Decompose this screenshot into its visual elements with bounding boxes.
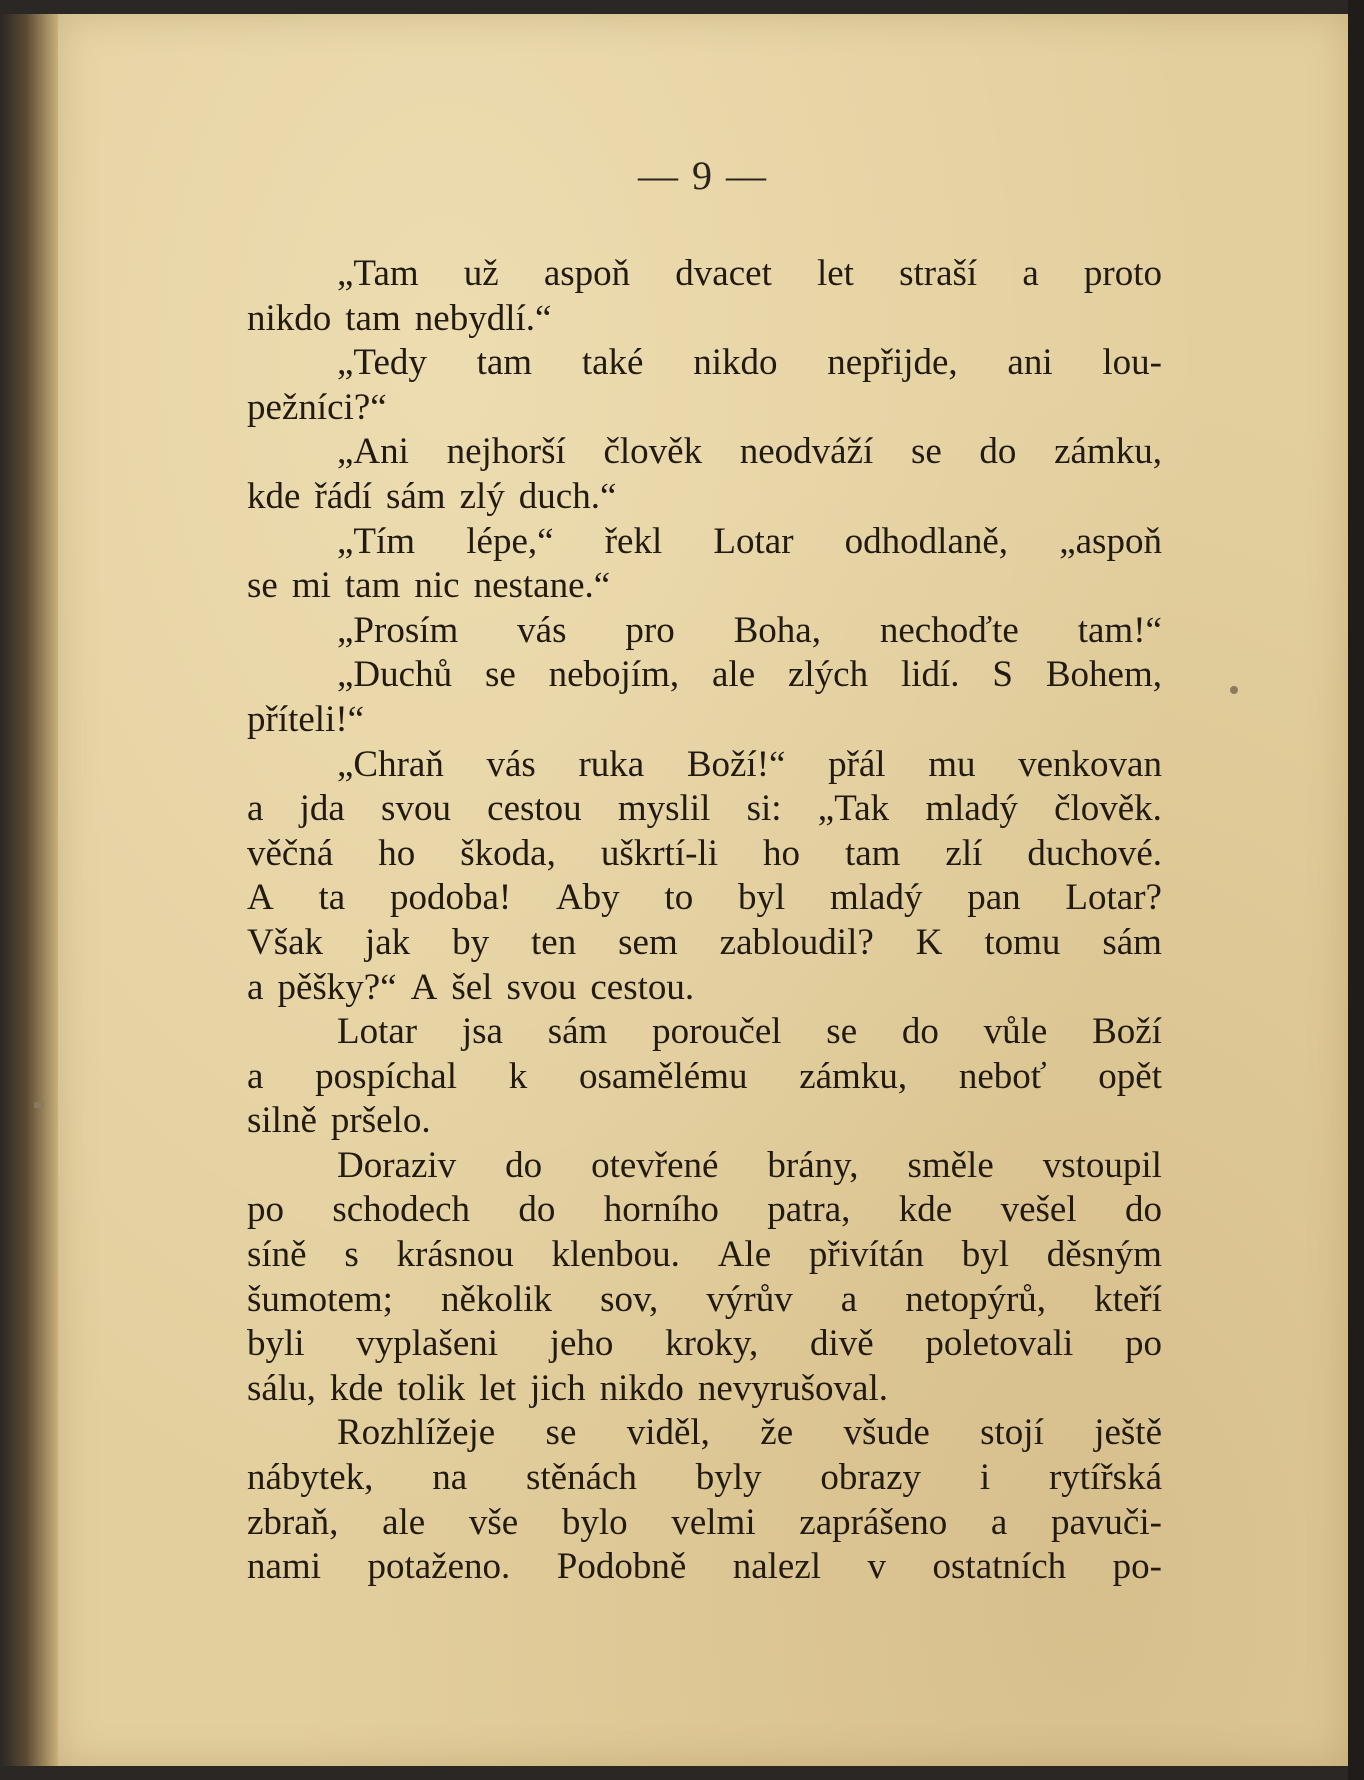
paper-speck xyxy=(1230,686,1238,694)
text-line: a jda svou cestou myslil si: „Tak mladý člověk. xyxy=(247,788,1162,830)
text-line: nikdo tam nebydlí.“ xyxy=(247,297,552,339)
text-line: šumotem; několik sov, výrův a netopýrů, kteří xyxy=(247,1278,1162,1320)
text-line: byli vyplašeni jeho kroky, divě poletovali po xyxy=(247,1323,1162,1365)
book-spine xyxy=(0,14,58,1766)
body-text xyxy=(247,252,1162,1590)
text-line: nami potaženo. Podobně nalezl v ostatních po- xyxy=(247,1546,1162,1588)
text-line: „Tím lépe,“ řekl Lotar odhodlaně, „aspoň xyxy=(337,520,1162,562)
text-line: kde řádí sám zlý duch.“ xyxy=(247,475,617,517)
paper-speck xyxy=(34,1102,44,1108)
text-line: síně s krásnou klenbou. Ale přivítán byl děsným xyxy=(247,1234,1162,1276)
scan-edge xyxy=(1348,0,1364,1780)
text-line: „Duchů se nebojím, ale zlých lidí. S Bohem, xyxy=(337,654,1162,696)
text-line: příteli!“ xyxy=(247,698,365,740)
text-line: sálu, kde tolik let jich nikdo nevyrušoval. xyxy=(247,1367,888,1409)
page-number: — 9 — xyxy=(638,153,768,198)
text-line: Lotar jsa sám poroučel se do vůle Boží xyxy=(337,1011,1162,1053)
text-line: Rozhlížeje se viděl, že všude stojí ještě xyxy=(337,1412,1162,1454)
text-line: Doraziv do otevřené brány, směle vstoupil xyxy=(337,1144,1162,1186)
text-line: „Chraň vás ruka Boží!“ přál mu venkovan xyxy=(337,743,1162,785)
text-line: silně pršelo. xyxy=(247,1100,431,1142)
text-line: a pěšky?“ A šel svou cestou. xyxy=(247,966,695,1008)
text-line: pežníci?“ xyxy=(247,386,387,428)
text-line: „Tedy tam také nikdo nepřijde, ani lou- xyxy=(337,342,1162,384)
text-line: po schodech do horního patra, kde vešel do xyxy=(247,1189,1162,1231)
text-line: „Ani nejhorší člověk neodváží se do zámku, xyxy=(337,431,1162,473)
text-line: zbraň, ale vše bylo velmi zaprášeno a pavuči- xyxy=(247,1501,1162,1543)
book-page xyxy=(58,14,1348,1766)
text-line: A ta podoba! Aby to byl mladý pan Lotar? xyxy=(247,877,1162,919)
text-line: a pospíchal k osamělému zámku, neboť opět xyxy=(247,1055,1162,1097)
text-line: se mi tam nic nestane.“ xyxy=(247,565,611,607)
text-line: věčná ho škoda, uškrtí-li ho tam zlí duchové. xyxy=(247,832,1162,874)
text-line: „Prosím vás pro Boha, nechoďte tam!“ xyxy=(337,609,1162,651)
text-line: Však jak by ten sem zabloudil? K tomu sám xyxy=(247,921,1162,963)
text-line: „Tam už aspoň dvacet let straší a proto xyxy=(337,253,1162,294)
text-line: nábytek, na stěnách byly obrazy i rytířská xyxy=(247,1457,1162,1499)
